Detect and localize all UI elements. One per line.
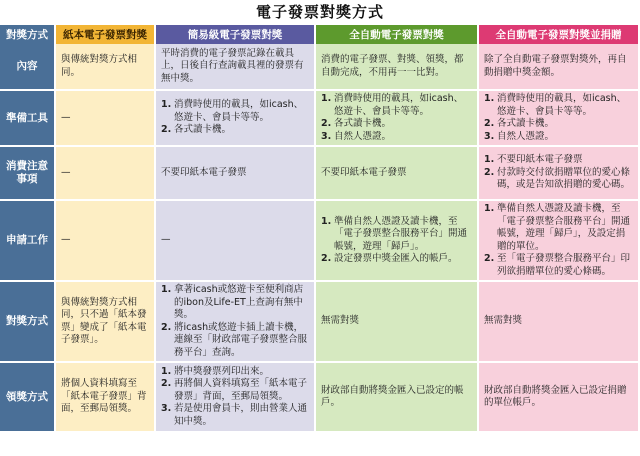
- list-number: 1.: [321, 93, 332, 104]
- cell-auto: [316, 282, 479, 363]
- list-item-text: 準備自然人憑證及讀卡機，至「電子發票整合服務平台」開通帳號，遊理「歸戶」，及設定捐贈的單位。: [497, 203, 631, 252]
- list-number: 2.: [484, 253, 495, 264]
- row-label: 對獎方式: [0, 282, 56, 363]
- table-row: [0, 91, 640, 147]
- cell-auto: [316, 147, 479, 201]
- numbered-list: [161, 99, 309, 137]
- list-item-text: 自然人憑證。: [334, 130, 392, 142]
- list-item-text: 拿著icash或悠遊卡至便利商店的ibon及Life-ET上查詢有無中獎。: [174, 284, 304, 320]
- list-item: [484, 131, 633, 144]
- column-header-simple: 簡易級電子發票對獎: [156, 25, 316, 44]
- list-number: 1.: [484, 154, 495, 166]
- cell-simple: [156, 44, 316, 91]
- cell-paper: [56, 201, 156, 282]
- column-header-method: 對獎方式: [0, 25, 56, 44]
- list-item-text: 各式讀卡機。: [497, 118, 555, 129]
- cell-text: 財政部自動將獎金匯入已設定的帳戶。: [321, 384, 464, 408]
- list-item-text: 再將個人資料填寫至「紙本電子發票」背面，至郵局領獎。: [174, 378, 308, 402]
- cell-simple: [156, 201, 316, 282]
- list-item-text: 將icash或悠遊卡插上讀卡機，連線至「財政部電子發票整合服務平台」查詢。: [174, 321, 308, 358]
- numbered-list: [484, 93, 633, 143]
- list-item-text: 各式讀卡機。: [174, 124, 232, 136]
- cell-paper: [56, 44, 156, 91]
- list-number: 3.: [161, 403, 172, 415]
- header-row: [0, 25, 640, 44]
- cell-auto: [316, 91, 479, 147]
- numbered-list: [161, 284, 309, 359]
- list-number: 1.: [161, 99, 172, 111]
- cell-text: —: [161, 234, 171, 246]
- list-item: [321, 118, 472, 131]
- list-item: [321, 93, 472, 118]
- row-label: 消費注意事項: [0, 147, 56, 201]
- list-item-text: 各式讀卡機。: [334, 118, 392, 129]
- cell-text: 財政部自動將獎金匯入已設定捐贈的單位帳戶。: [484, 384, 627, 408]
- table-row: [0, 44, 640, 91]
- list-item-text: 至「電子發票整合服務平台」印列欲捐贈單位的愛心條碼。: [497, 253, 631, 277]
- cell-text: —: [61, 234, 71, 246]
- cell-paper: [56, 91, 156, 147]
- numbered-list: [484, 154, 633, 192]
- list-number: 1.: [484, 93, 495, 104]
- table-row: [0, 201, 640, 282]
- list-number: 2.: [161, 124, 172, 136]
- list-number: 1.: [161, 284, 172, 295]
- cell-auto: [316, 44, 479, 91]
- cell-text: 平時消費的電子發票記錄在載具上，日後自行查詢載具裡的發票有無中獎。: [161, 47, 304, 84]
- cell-text: 不要印紙本電子發票: [321, 166, 407, 178]
- cell-paper: [56, 363, 156, 433]
- cell-auto-donate: [479, 91, 640, 147]
- column-header-paper: 紙本電子發票對獎: [56, 25, 156, 44]
- list-item: [161, 366, 309, 379]
- cell-paper: [56, 282, 156, 363]
- column-header-auto: 全自動電子發票對獎: [316, 25, 479, 44]
- cell-simple: [156, 147, 316, 201]
- cell-simple: [156, 282, 316, 363]
- list-item: [484, 203, 633, 253]
- list-item-text: 準備自然人憑證及讀卡機，至「電子發票整合服務平台」開通帳號，遊理「歸戶」。: [334, 215, 468, 252]
- cell-paper: [56, 147, 156, 201]
- cell-text: 無需對獎: [484, 315, 523, 327]
- list-item: [321, 216, 472, 254]
- list-item-text: 自然人憑證。: [497, 130, 555, 142]
- list-item-text: 不要印紙本電子發票: [497, 154, 583, 166]
- list-item: [161, 403, 309, 428]
- cell-text: 消費的電子發票、對獎、領獎，都自動完成，不用再一一比對。: [321, 54, 464, 78]
- list-item: [484, 118, 633, 131]
- column-header-auto-donate: 全自動電子發票對獎並捐贈: [479, 25, 640, 44]
- list-item-text: 消費時使用的載具，如icash、悠遊卡、會員卡等等。: [497, 93, 627, 117]
- numbered-list: [161, 366, 309, 429]
- cell-text: 將個人資料填寫至「紙本電子發票」背面，至郵局領獎。: [61, 378, 147, 415]
- cell-auto-donate: [479, 147, 640, 201]
- cell-text: —: [61, 166, 71, 178]
- cell-text: 與傳統對獎方式相同。: [61, 54, 138, 78]
- cell-text: —: [61, 111, 71, 123]
- table-row: [0, 363, 640, 433]
- table-row: [0, 147, 640, 201]
- table-body: [0, 44, 640, 433]
- list-item-text: 消費時使用的載具，如icash、悠遊卡、會員卡等等。: [174, 99, 304, 123]
- cell-text: 無需對獎: [321, 315, 360, 327]
- numbered-list: [484, 203, 633, 278]
- list-number: 1.: [161, 365, 172, 377]
- list-item: [161, 99, 309, 124]
- list-number: 2.: [321, 118, 332, 129]
- list-item: [321, 131, 472, 144]
- row-label: 準備工具: [0, 91, 56, 147]
- list-number: 1.: [321, 215, 332, 227]
- list-item: [484, 167, 633, 192]
- cell-text: 與傳統對獎方式相同，只不過「紙本發票」變成了「紙本電子發票」。: [61, 296, 147, 345]
- cell-auto-donate: [479, 282, 640, 363]
- numbered-list: [321, 216, 472, 266]
- list-item: [484, 253, 633, 278]
- list-item: [161, 284, 309, 322]
- list-item-text: 消費時使用的載具，如icash、悠遊卡、會員卡等等。: [334, 93, 464, 117]
- list-item: [161, 124, 309, 137]
- list-number: 2.: [484, 166, 495, 178]
- list-number: 2.: [484, 118, 495, 129]
- table-row: [0, 282, 640, 363]
- cell-text: 除了全自動電子發票對獎外，再自動捐贈中獎金額。: [484, 54, 627, 78]
- list-item-text: 設定發票中獎金匯入的帳戶。: [334, 253, 458, 264]
- cell-auto: [316, 201, 479, 282]
- row-label: 申請工作: [0, 201, 56, 282]
- cell-simple: [156, 363, 316, 433]
- list-item: [484, 93, 633, 118]
- list-item-text: 將中獎發票列印出來。: [174, 365, 270, 377]
- list-number: 2.: [321, 253, 332, 264]
- list-number: 1.: [484, 203, 495, 214]
- list-item-text: 若是使用會員卡，則由營業人通知中獎。: [174, 403, 308, 427]
- cell-auto-donate: [479, 44, 640, 91]
- cell-auto-donate: [479, 201, 640, 282]
- comparison-table: [0, 25, 640, 433]
- cell-auto: [316, 363, 479, 433]
- list-item: [161, 322, 309, 360]
- list-number: 3.: [321, 130, 332, 142]
- list-number: 2.: [161, 378, 172, 390]
- cell-simple: [156, 91, 316, 147]
- row-label: 領獎方式: [0, 363, 56, 433]
- page-title: 電子發票對獎方式: [255, 3, 384, 21]
- list-item: [161, 378, 309, 403]
- cell-text: 不要印紙本電子發票: [161, 166, 247, 178]
- row-label: 內容: [0, 44, 56, 91]
- list-item-text: 付款時交付欲捐贈單位的愛心條碼，或是告知欲捐贈的愛心碼。: [497, 166, 631, 191]
- numbered-list: [321, 93, 472, 143]
- list-number: 3.: [484, 130, 495, 142]
- list-item: [321, 253, 472, 266]
- list-number: 2.: [161, 321, 172, 333]
- list-item: [484, 154, 633, 167]
- cell-auto-donate: [479, 363, 640, 433]
